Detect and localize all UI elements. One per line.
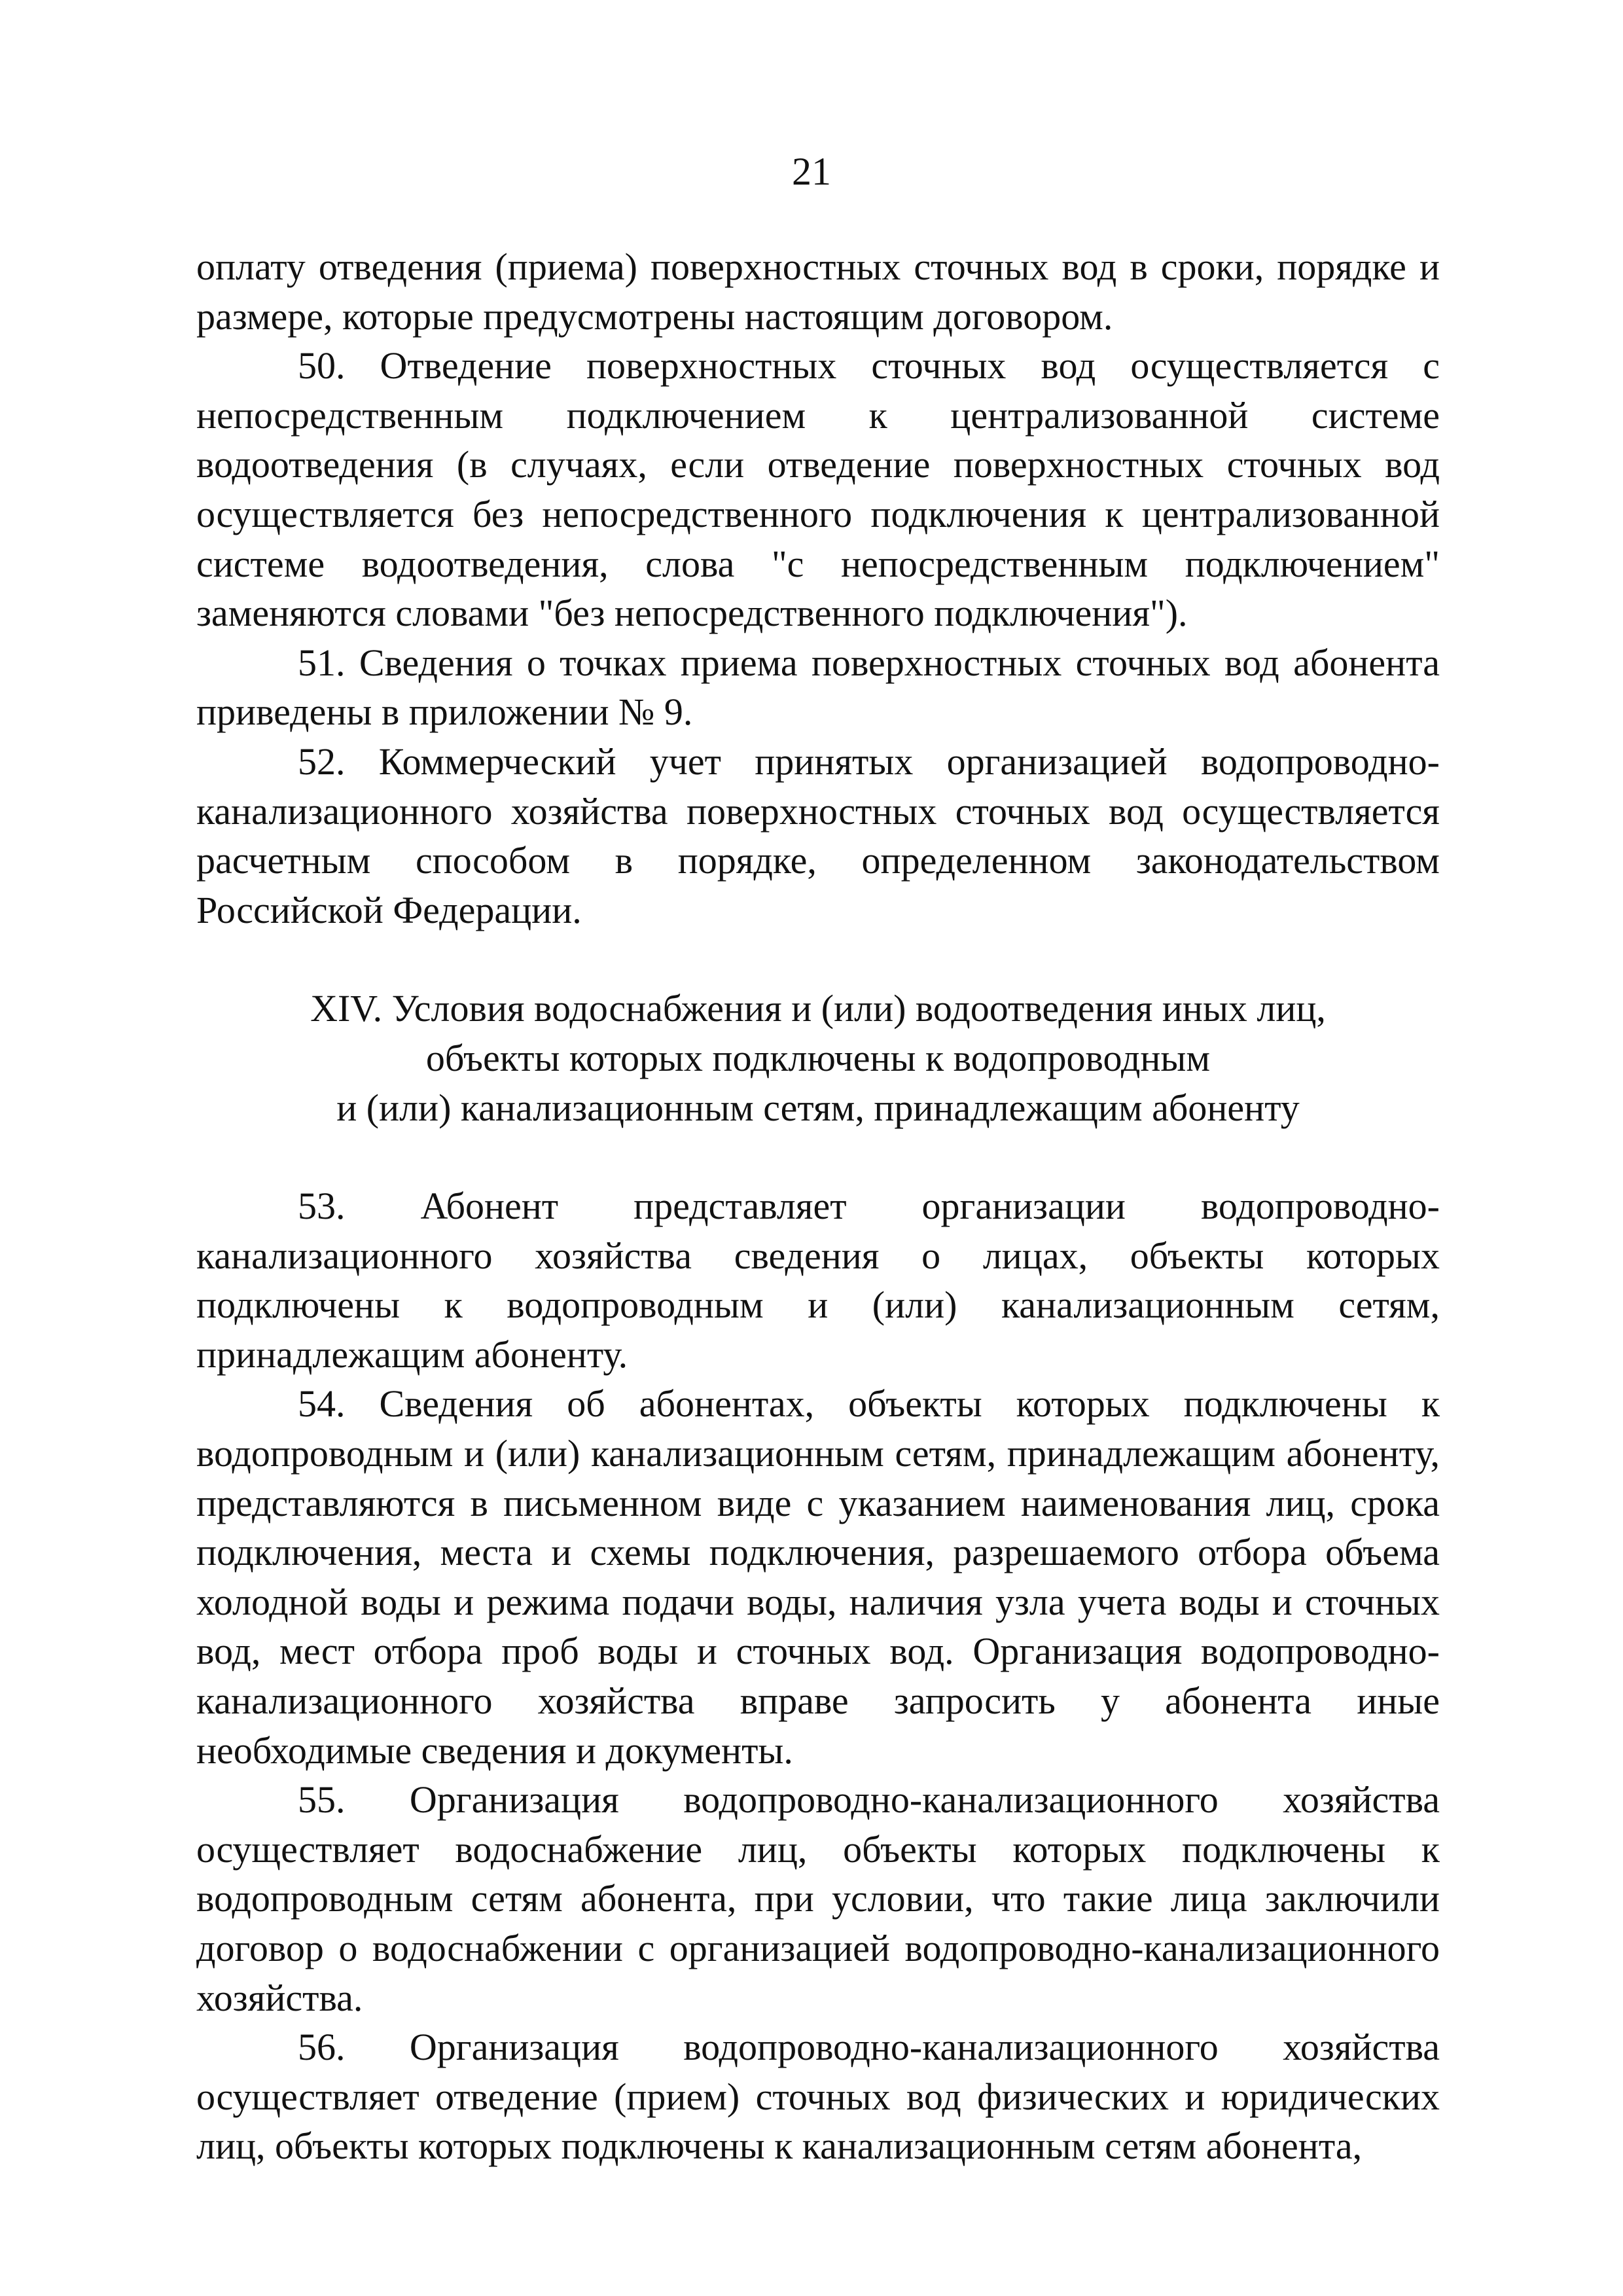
paragraph-53: 53. Абонент представляет организации водопроводно-канализационного хозяйства сведения о лицах, объекты которых подключены к водопроводным и (или) канализационным сетям, принадлежащим абоненту. bbox=[196, 1185, 1440, 1376]
section-title-xiv bbox=[196, 984, 1440, 1132]
section-title-line: XIV. Условия водоснабжения и (или) водоотведения иных лиц, bbox=[310, 987, 1326, 1030]
paragraph-56: 56. Организация водопроводно-канализационного хозяйства осуществляет отведение (прием) сточных вод физических и юридических лиц, объекты которых подключены к канализационным сетям абонента, bbox=[196, 2026, 1440, 2168]
paragraph-54: 54. Сведения об абонентах, объекты которых подключены к водопроводным и (или) канализационным сетям, принадлежащим абоненту, представляются в письменном виде с указанием наименования лиц, срока подключения, места и схемы подключения, разрешаемого отбора объема холодной воды и режима подачи воды, наличия узла учета воды и сточных вод, мест отбора проб воды и сточных вод. Организация водопроводно-канализационного хозяйства вправе запросить у абонента иные необходимые сведения и документы. bbox=[196, 1382, 1440, 1772]
paragraph-51: 51. Сведения о точках приема поверхностных сточных вод абонента приведены в приложении № 9. bbox=[196, 641, 1440, 734]
page-number: 21 bbox=[792, 150, 831, 193]
paragraph-continuation: оплату отведения (приема) поверхностных сточных вод в сроки, порядке и размере, которые предусмотрены настоящим договором. bbox=[196, 245, 1440, 338]
section-title-line: объекты которых подключены к водопроводным bbox=[425, 1036, 1211, 1079]
section-title-line: и (или) канализационным сетям, принадлежащим абоненту bbox=[336, 1086, 1300, 1129]
document-body bbox=[196, 242, 1440, 2171]
paragraph-50: 50. Отведение поверхностных сточных вод осуществляется с непосредственным подключением к централизованной системе водоотведения (в случаях, если отведение поверхностных сточных вод осуществляется без непосредственного подключения к централизованной системе водоотведения, слова "с непосредственным подключением" заменяются словами "без непосредственного подключения"). bbox=[196, 344, 1440, 635]
paragraph-55: 55. Организация водопроводно-канализационного хозяйства осуществляет водоснабжение лиц, объекты которых подключены к водопроводным сетям абонента, при условии, что такие лица заключили договор о водоснабжении с организацией водопроводно-канализационного хозяйства. bbox=[196, 1778, 1440, 2019]
paragraph-52: 52. Коммерческий учет принятых организацией водопроводно-канализационного хозяйства поверхностных сточных вод осуществляется расчетным способом в порядке, определенном законодательством Российской Федерации. bbox=[196, 740, 1440, 931]
